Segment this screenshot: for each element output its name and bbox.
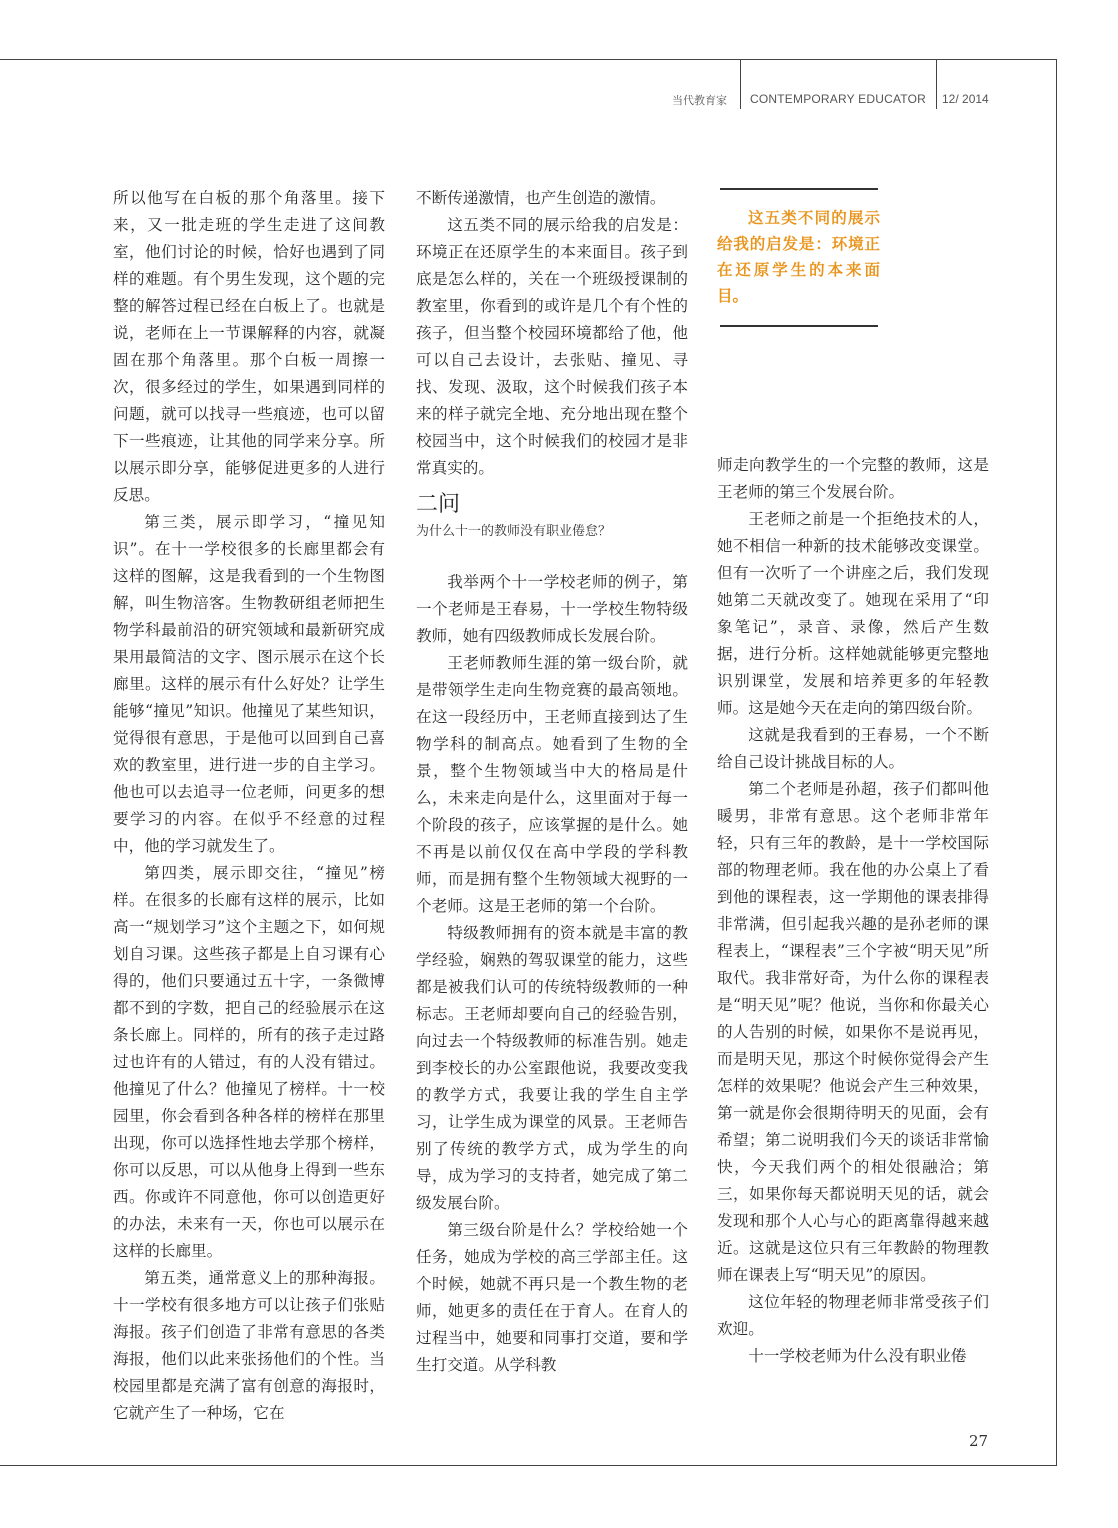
paragraph: 第三类，展示即学习，“撞见知识”。在十一学校很多的长廊里都会有这样的图解，这是我看到的一个生物图解，叫生物涪客。生物教研组老师把生物学科最前沿的研究领域和最新研究成果用最简洁的文字、图示展示在这个长廊里。这样的展示有什么好处？让学生能够“撞见”知识。他撞见了某些知识，觉得很有意思，于是他可以回到自己喜欢的教室里，进行进一步的自主学习。他也可以去追寻一位老师，问更多的想要学习的内容。在似乎不经意的过程中，他的学习就发生了。 [113, 513, 385, 855]
paragraph: 这五类不同的展示给我的启发是：环境正在还原学生的本来面目。孩子到底是怎么样的，关在一个班级授课制的教室里，你看到的或许是几个有个性的孩子，但当整个校园环境都给了他，他可以自己去设计，去张贴、撞见、寻找、发现、汲取，这个时候我们孩子本来的样子就完全地、充分地出现在整个校园当中，这个时候我们的校园才是非常真实的。 [416, 216, 688, 477]
paragraph: 特级教师拥有的资本就是丰富的教学经验，娴熟的驾驭课堂的能力，这些都是被我们认可的传统特级教师的一种标志。王老师却要向自己的经验告别，向过去一个特级教师的标准告别。她走到李校长的办公室跟他说，我要改变我的教学方式，我要让我的学生自主学习，让学生成为课堂的风景。王老师告别了传统的教学方式，成为学生的向导，成为学习的支持者，她完成了第二级发展台阶。 [416, 924, 688, 1212]
frame-top-rule [0, 59, 1057, 60]
section-title: 二问 [416, 492, 461, 517]
paragraph: 十一学校老师为什么没有职业倦 [748, 1347, 967, 1365]
article-column-1 [113, 185, 385, 1427]
paragraph: 这位年轻的物理老师非常受孩子们欢迎。 [717, 1293, 989, 1338]
article-column-3 [717, 452, 989, 1370]
page-number: 27 [969, 1432, 989, 1450]
paragraph: 这就是我看到的王春易，一个不断给自己设计挑战目标的人。 [717, 726, 989, 771]
section-subtitle: 为什么十一的教师没有职业倦怠？ [416, 524, 612, 539]
paragraph: 第三级台阶是什么？学校给她一个任务，她成为学校的高三学部主任。这个时候，她就不再只是一个教生物的老师，她更多的责任在于育人。在育人的过程当中，她要和同事打交道，要和学生打交道。从学科教 [416, 1221, 688, 1374]
paragraph: 第二个老师是孙超，孩子们都叫他暖男，非常有意思。这个老师非常年轻，只有三年的教龄，是十一学校国际部的物理老师。我在他的办公桌上了看到他的课程表，这一学期他的课表排得非常满，但引起我兴趣的是孙老师的课程表上，“课程表”三个字被“明天见”所取代。我非常好奇，为什么你的课程表是“明天见”呢？他说，当你和你最关心的人告别的时候，如果你不是说再见，而是明天见，那这个时候你觉得会产生怎样的效果呢？他说会产生三种效果，第一就是你会很期待明天的见面，会有希望；第二说明我们今天的谈话非常愉快，今天我们两个的相处很融洽；第三，如果你每天都说明天见的话，就会发现和那个人心与心的距离靠得越来越近。这就是这位只有三年教龄的物理教师在课表上写“明天见”的原因。 [717, 780, 989, 1284]
paragraph: 王老师教师生涯的第一级台阶，就是带领学生走向生物竞赛的最高领地。在这一段经历中，王老师直接到达了生物学科的制高点。她看到了生物的全景，整个生物领域当中大的格局是什么，未来走向是什么，这里面对于每一个阶段的孩子，应该掌握的是什么。她不再是以前仅仅在高中学段的学科教师，而是拥有整个生物领域大视野的一个老师。这是王老师的第一个台阶。 [416, 654, 688, 915]
pull-quote: 这五类不同的展示给我的启发是：环境正在还原学生的本来面目。 [717, 208, 880, 305]
issue-number: 12/ 2014 [942, 92, 989, 106]
magazine-name-en: CONTEMPORARY EDUCATOR [750, 92, 927, 106]
paragraph: 不断传递激情，也产生创造的激情。 [416, 189, 666, 207]
paragraph: 我举两个十一学校老师的例子，第一个老师是王春易，十一学校生物特级教师，她有四级教师成长发展台阶。 [416, 573, 688, 645]
paragraph: 所以他写在白板的那个角落里。接下来，又一批走班的学生走进了这间教室，他们讨论的时候，恰好也遇到了同样的难题。有个男生发现，这个题的完整的解答过程已经在白板上了。也就是说，老师在上一节课解释的内容，就凝固在那个角落里。那个白板一周擦一次，很多经过的学生，如果遇到同样的问题，就可以找寻一些痕迹，也可以留下一些痕迹，让其他的同学来分享。所以展示即分享，能够促进更多的人进行反思。 [113, 189, 385, 504]
article-column-2 [416, 185, 688, 1379]
pull-quote-bottom-rule [720, 325, 878, 327]
pull-quote-top-rule [720, 188, 878, 190]
paragraph: 王老师之前是一个拒绝技术的人，她不相信一种新的技术能够改变课堂。但有一次听了一个讲座之后，我们发现她第二天就改变了。她现在采用了“印象笔记”，录音、录像，然后产生数据，进行分析。这样她就能够更完整地识别课堂，发展和培养更多的年轻教师。这是她今天在走向的第四级台阶。 [717, 510, 989, 717]
paragraph: 师走向教学生的一个完整的教师，这是王老师的第三个发展台阶。 [717, 456, 989, 501]
paragraph: 第五类，通常意义上的那种海报。十一学校有很多地方可以让孩子们张贴海报。孩子们创造了非常有意思的各类海报，他们以此来张扬他们的个性。当校园里都是充满了富有创意的海报时，它就产生了一种场，它在 [113, 1269, 385, 1422]
frame-right-rule [1056, 59, 1057, 1466]
header-divider [740, 59, 741, 109]
magazine-name-cn: 当代教育家 [672, 95, 727, 107]
header-divider [936, 59, 937, 109]
frame-bottom-rule [0, 1465, 1057, 1466]
paragraph: 第四类，展示即交往，“撞见”榜样。在很多的长廊有这样的展示，比如高一“规划学习”这个主题之下，如何规划自习课。这些孩子都是上自习课有心得的，他们只要通过五十字，一条微博都不到的字数，把自己的经验展示在这条长廊上。同样的，所有的孩子走过路过也许有的人错过，有的人没有错过。他撞见了什么？他撞见了榜样。十一校园里，你会看到各种各样的榜样在那里出现，你可以选择性地去学那个榜样，你可以反思，可以从他身上得到一些东西。你或许不同意他，你可以创造更好的办法，未来有一天，你也可以展示在这样的长廊里。 [113, 864, 385, 1260]
